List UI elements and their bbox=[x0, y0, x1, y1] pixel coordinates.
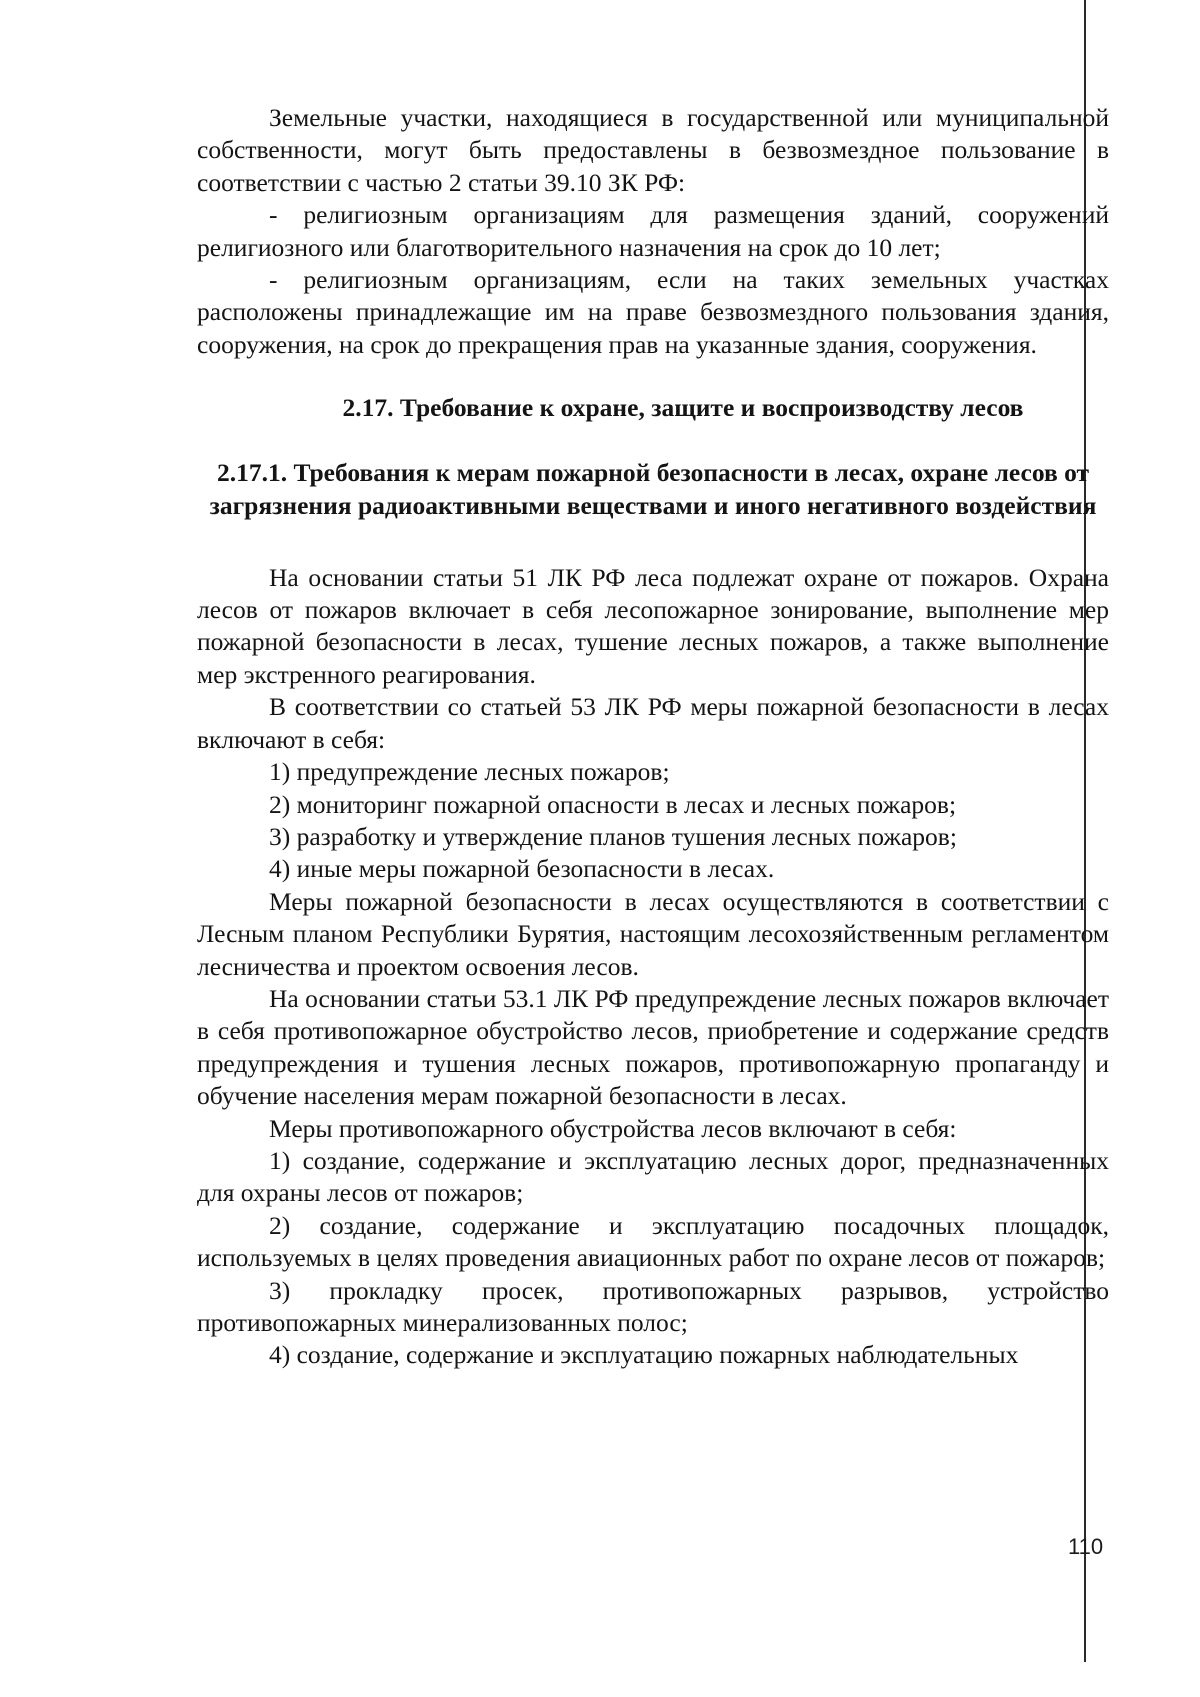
subsection-heading: 2.17.1. Требования к мерам пожарной безопасности в лесах, охране лесов от загрязнения радиоактивными веществами и иного негативного воздействия bbox=[209, 457, 1097, 520]
paragraph: В соответствии со статьей 53 ЛК РФ меры пожарной безопасности в лесах включают в себя: bbox=[197, 692, 1109, 754]
page-number: 110 bbox=[1068, 1534, 1104, 1559]
paragraph: На основании статьи 53.1 ЛК РФ предупреждение лесных пожаров включает в себя противопожарное обустройство лесов, приобретение и содержание средств предупреждения и тушения лесных пожаров, противопожарную пропаганду и обучение населения мерам пожарной безопасности в лесах. bbox=[197, 983, 1109, 1111]
list-item: 3) прокладку просек, противопожарных разрывов, устройство противопожарных минерализованных полос; bbox=[197, 1275, 1109, 1337]
list-item: 1) создание, содержание и эксплуатацию лесных дорог, предназначенных для охраны лесов от пожаров; bbox=[197, 1145, 1109, 1208]
paragraph: - религиозным организациям, если на таких земельных участках расположены принадлежащие им на праве безвозмездного пользования здания, сооружения, на срок до прекращения прав на указанные здания, сооружения. bbox=[197, 265, 1109, 359]
section-heading: 2.17. Требование к охране, защите и воспроизводству лесов bbox=[342, 393, 1024, 423]
list-item: 1) предупреждение лесных пожаров; bbox=[269, 757, 670, 787]
list-item: 2) создание, содержание и эксплуатацию посадочных площадок, используемых в целях проведения авиационных работ по охране лесов от пожаров; bbox=[197, 1210, 1109, 1273]
list-item: 2) мониторинг пожарной опасности в лесах и лесных пожаров; bbox=[269, 789, 957, 819]
list-item: 3) разработку и утверждение планов тушения лесных пожаров; bbox=[269, 821, 957, 851]
paragraph: На основании статьи 51 ЛК РФ леса подлежат охране от пожаров. Охрана лесов от пожаров включает в себя лесопожарное зонирование, выполнение мер пожарной безопасности в лесах, тушение лесных пожаров, а также выполнение мер экстренного реагирования. bbox=[197, 562, 1109, 689]
list-item: 4) иные меры пожарной безопасности в лесах. bbox=[269, 854, 775, 884]
paragraph: - религиозным организациям для размещения зданий, сооружений религиозного или благотворительного назначения на срок до 10 лет; bbox=[197, 200, 1109, 262]
paragraph: Меры противопожарного обустройства лесов включают в себя: bbox=[269, 1113, 957, 1143]
list-item: 4) создание, содержание и эксплуатацию пожарных наблюдательных bbox=[269, 1340, 1019, 1370]
paragraph: Меры пожарной безопасности в лесах осуществляются в соответствии с Лесным планом Республики Бурятия, настоящим лесохозяйственным регламентом лесничества и проектом освоения лесов. bbox=[197, 886, 1109, 981]
paragraph: Земельные участки, находящиеся в государственной или муниципальной собственности, могут быть предоставлены в безвозмездное пользование в соответствии с частью 2 статьи 39.10 ЗК РФ: bbox=[197, 103, 1109, 197]
page-content bbox=[197, 102, 1109, 1372]
